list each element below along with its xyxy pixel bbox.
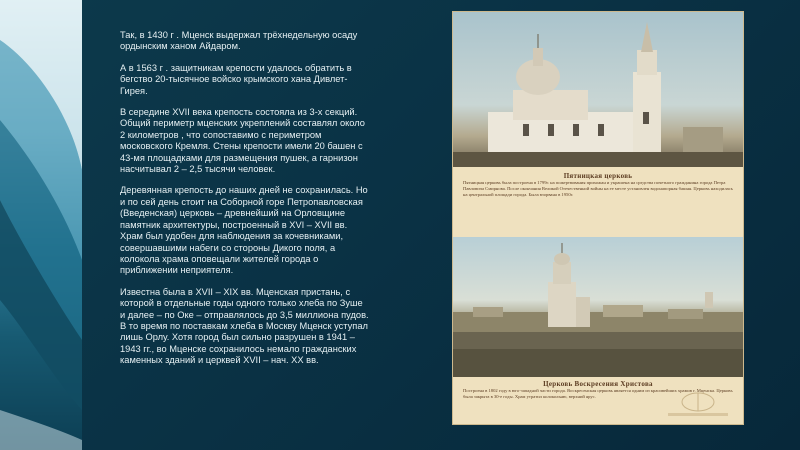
caption-2-text: Построена в 1802 году в юго-западной части города. Воскресенская церковь является одним из красивейших храмов г. Мценска. Церковь была закрыта в 30-е годы. Храм утратил колокольню, верхний ярус.: [463, 388, 733, 400]
paragraph-4: Деревянная крепость до наших дней не сохранилась. Но и по сей день стоит на Соборной горе Петропавловская (Введенская) церковь – древнейший на Орловщине памятник архитектуры, построенный в XVI – XVII вв. Храм был удобен для наблюдения за кочевниками, совершавшими набеги со стороны Дикого поля, а колокола храма оповещали жителей города о приближении неприятеля.: [120, 185, 368, 276]
church-photo-1: [453, 12, 743, 167]
postcard: [452, 11, 744, 425]
paragraph-1: Так, в 1430 г . Мценск выдержал трёхнедельную осаду ордынским ханом Айдаром.: [120, 30, 358, 52]
text-column: [120, 30, 370, 377]
wave-illustration: [0, 0, 82, 450]
caption-1-text: Пятницкая церковь была построена в 1799г. на пожертвования прихожан и украшена на средства почетного гражданина города Петра Павловича Смирнова. После окончания Великой Отечественной войны на ее месте установлен водонапорная башня. Церковь находилась на центральной площади города. Была взорвана в 1950г.: [463, 180, 733, 198]
church-photo-2: [453, 237, 743, 377]
resurrection-church-illustration: [453, 237, 743, 377]
paragraph-2: А в 1563 г . защитникам крепости удалось обратить в бегство 20-тысячное войско крымского хана Дивлет-Гирея.: [120, 62, 352, 96]
paragraph-5: Известна была в XVII – XIX вв. Мценская пристань, с которой в отдельные годы одного только хлеба по Зуше и далее – по Оке – отправлялось до 3,5 миллиона пудов. В то время по поставкам хлеба в Москву Мценск уступал лишь Орлу. Хотя город был сильно разрушен в 1941 – 1943 гг., во Мценске сохранилось немало гражданских каменных зданий и церквей XVII – нач. XX вв.: [120, 286, 369, 366]
caption-1-title: Пятницкая церковь: [563, 172, 633, 180]
wave-image: [0, 0, 82, 450]
watermark-logo: [663, 390, 733, 418]
caption-2-title: Церковь Воскресения Христова: [543, 380, 653, 388]
paragraph-3: В середине XVII века крепость состояла из 3-х секций. Общий периметр мценских укреплений составлял около 2 километров , что сопоставимо с периметром московского Кремля. Стены крепости имели 20 башен с 43-мя площадками для размещения пушек, а гарнизон насчитывал 2 – 2,5 тысячи человек.: [120, 107, 365, 175]
caption-1: [453, 172, 743, 199]
pyatnitskaya-church-illustration: [453, 12, 743, 167]
